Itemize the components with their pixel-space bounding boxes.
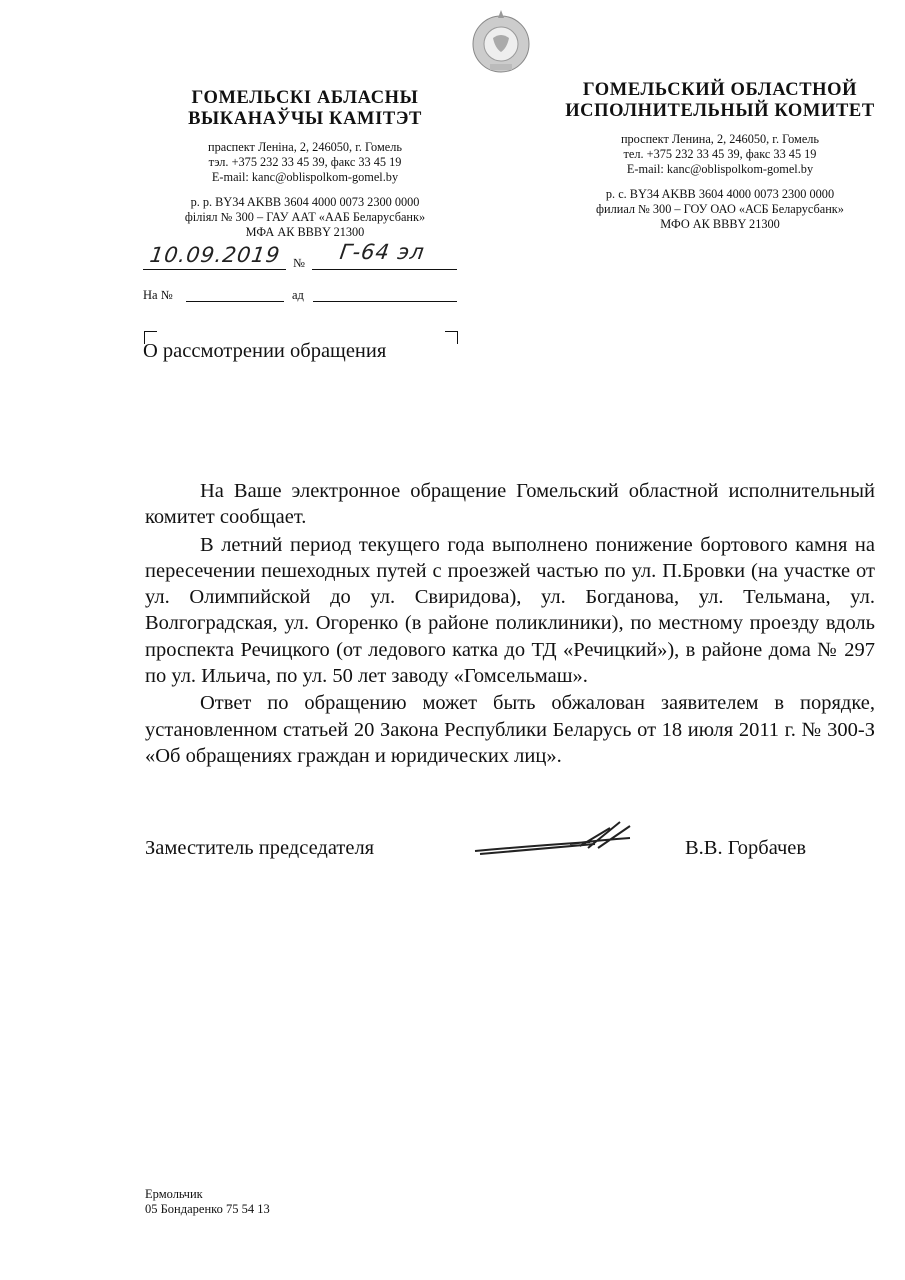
handwritten-signature — [470, 818, 640, 863]
paragraph: В летний период текущего года выполнено понижение бортового камня на пересечении пешеходных путей с проезжей частью по ул. П.Бровки (на участке от ул. Олимпийской до ул. Свиридова), ул. Богданова, ул. Тельмана, ул. Волгоградская, ул. Огоренко (в районе поликлиники), по местному проезду вдоль проспекта Речицкого (от ледового катка до ТД «Речицкий»), в районе дома № 297 по ул. Ильича, по ул. 50 лет заводу «Гомсельмаш». — [145, 533, 875, 688]
subject: О рассмотрении обращения — [143, 340, 387, 362]
header-russian — [555, 80, 885, 232]
org-address-ru: проспект Ленина, 2, 246050, г. Гомель тел. +375 232 33 45 39, факс 33 45 19 E-mail: kanc@oblispolkom-gomel.by — [620, 132, 820, 176]
date-line — [143, 268, 286, 270]
paragraph: Ответ по обращению может быть обжалован заявителем в порядке, установленном статьей 20 Закона Республики Беларусь от 18 июля 2011 г. № 300-З «Об обращениях граждан и юридических лиц». — [145, 692, 875, 767]
org-title-ru: ГОМЕЛЬСКИЙ ОБЛАСТНОЙ ИСПОЛНИТЕЛЬНЫЙ КОМИТЕТ — [565, 80, 875, 121]
number-label: № — [293, 256, 305, 270]
signatory-position: Заместитель председателя — [145, 837, 375, 859]
org-title-by: ГОМЕЛЬСКІ АБЛАСНЫ ВЫКАНАЎЧЫ КАМІТЭТ — [188, 88, 422, 129]
paragraph: На Ваше электронное обращение Гомельский областной исполнительный комитет сообщает. — [145, 480, 875, 529]
executor-info: Ермольчик 05 Бондаренко 75 54 13 — [145, 1187, 270, 1216]
header-belarusian — [150, 88, 460, 240]
number-line — [312, 268, 457, 270]
letter-body — [145, 478, 875, 770]
corner-mark-right — [445, 331, 458, 344]
registration-number: Г-64 эл — [338, 240, 427, 264]
from-label: ад — [292, 288, 304, 302]
ref-label: На № — [143, 288, 173, 302]
org-bank-ru: р. с. BY34 AKBB 3604 4000 0073 2300 0000 филиал № 300 – ГОУ ОАО «АСБ Беларусбанк» МФО АК BBBY 21300 — [596, 187, 844, 231]
signatory-name: В.В. Горбачев — [685, 837, 807, 859]
registration-date: 10.09.2019 — [148, 243, 282, 267]
state-emblem-icon — [468, 8, 534, 76]
org-bank-by: р. р. BY34 AKBB 3604 4000 0073 2300 0000 філіял № 300 – ГАУ ААТ «ААБ Беларусбанк» МФА АК BBBY 21300 — [184, 195, 426, 239]
ref-line — [186, 300, 284, 302]
org-address-by: праспект Леніна, 2, 246050, г. Гомель тэл. +375 232 33 45 39, факс 33 45 19 E-mail: kanc@oblispolkom-gomel.by — [208, 140, 402, 184]
from-line — [313, 300, 457, 302]
